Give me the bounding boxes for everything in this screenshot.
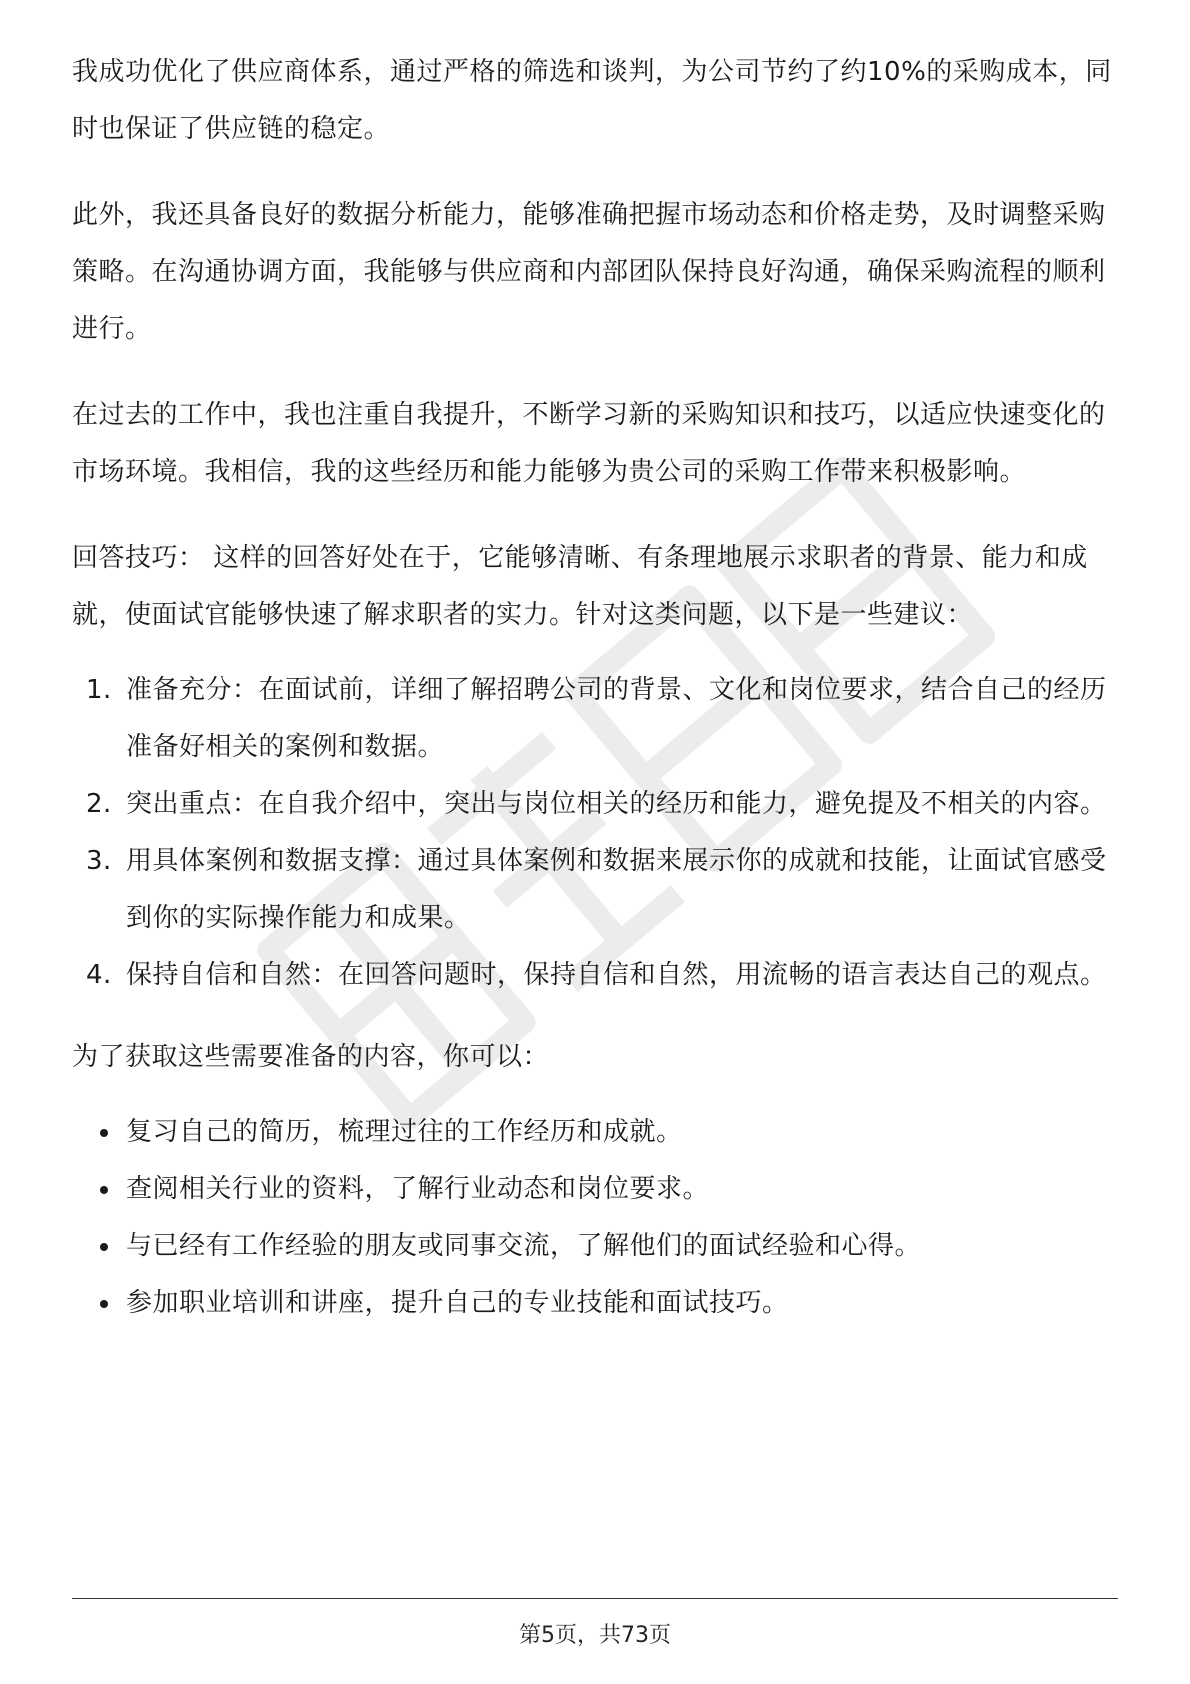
list-number: 2. [86,789,112,819]
bullet-icon [100,1129,108,1137]
list-item [72,1218,1118,1275]
list-item [72,1275,1118,1332]
paragraph-supplier: 我成功优化了供应商体系，通过严格的筛选和谈判，为公司节约了约10%的采购成本，同时也保证了供应链的稳定。 [72,57,1112,144]
tips-list [72,662,1118,1004]
list-item-text: 用具体案例和数据支撑：通过具体案例和数据来展示你的成就和技能，让面试官感受到你的实际操作能力和成果。 [126,846,1107,933]
list-item-text: 与已经有工作经验的朋友或同事交流，了解他们的面试经验和心得。 [126,1231,922,1261]
list-item-text: 复习自己的简历，梳理过往的工作经历和成就。 [126,1117,683,1147]
list-item [72,776,1118,833]
paragraph-prep-intro: 为了获取这些需要准备的内容，你可以： [72,1042,550,1072]
paragraph-self-improvement: 在过去的工作中，我也注重自我提升，不断学习新的采购知识和技巧，以适应快速变化的市场环境。我相信，我的这些经历和能力能够为贵公司的采购工作带来积极影响。 [72,400,1106,487]
list-item-text: 查阅相关行业的资料，了解行业动态和岗位要求。 [126,1174,710,1204]
list-item [72,1104,1118,1161]
bullet-icon [100,1186,108,1194]
document-page [72,44,1118,1332]
footer-divider [72,1598,1118,1599]
paragraph-answer-tips: 回答技巧： 这样的回答好处在于，它能够清晰、有条理地展示求职者的背景、能力和成就，使面试官能够快速了解求职者的实力。针对这类问题，以下是一些建议： [72,543,1088,630]
list-number: 1. [86,675,112,705]
list-item [72,947,1118,1004]
page-number: 第5页，共73页 [519,1623,671,1648]
list-item [72,662,1118,776]
list-item-text: 准备充分：在面试前，详细了解招聘公司的背景、文化和岗位要求，结合自己的经历准备好相关的案例和数据。 [126,675,1107,762]
prep-list [72,1104,1118,1332]
list-item [72,833,1118,947]
list-number: 3. [86,846,112,876]
list-item-text: 保持自信和自然：在回答问题时，保持自信和自然，用流畅的语言表达自己的观点。 [126,960,1107,990]
bullet-icon [100,1300,108,1308]
list-item [72,1161,1118,1218]
list-item-text: 参加职业培训和讲座，提升自己的专业技能和面试技巧。 [126,1288,789,1318]
bullet-icon [100,1243,108,1251]
list-item-text: 突出重点：在自我介绍中，突出与岗位相关的经历和能力，避免提及不相关的内容。 [126,789,1107,819]
paragraph-analysis: 此外，我还具备良好的数据分析能力，能够准确把握市场动态和价格走势，及时调整采购策略。在沟通协调方面，我能够与供应商和内部团队保持良好沟通，确保采购流程的顺利进行。 [72,200,1106,344]
list-number: 4. [86,960,112,990]
